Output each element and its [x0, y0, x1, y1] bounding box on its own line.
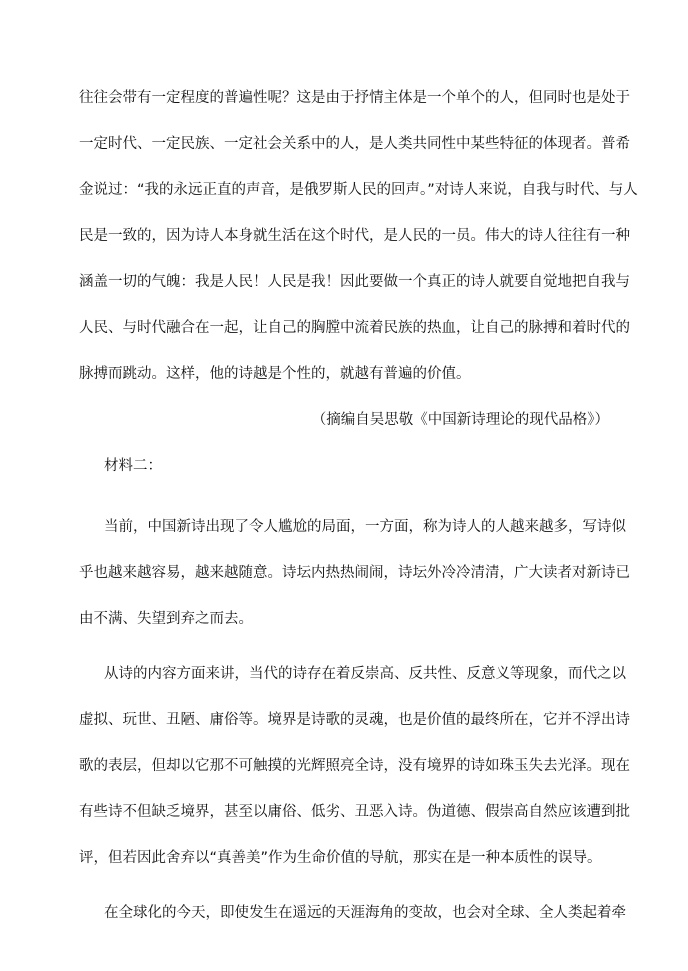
- text-line: 评，但若因此舍弃以“真善美”作为生命价值的导航，那实在是一种本质性的误导。: [79, 850, 602, 866]
- section-heading: 材料二：: [104, 458, 162, 474]
- text-line: 从诗的内容方面来讲，当代的诗存在着反崇高、反共性、反意义等现象，而代之以: [104, 666, 626, 682]
- text-line: 一定时代、一定民族、一定社会关系中的人，是人类共同性中某些特征的体现者。普希: [79, 136, 630, 152]
- text-line: 脉搏而跳动。这样，他的诗越是个性的，就越有普遍的价值。: [79, 366, 471, 382]
- text-line: 虚拟、玩世、丑陋、庸俗等。境界是诗歌的灵魂，也是价值的最终所在，它并不浮出诗: [79, 712, 630, 728]
- text-line: 涵盖一切的气魄：我是人民！人民是我！因此要做一个真正的诗人就要自觉地把自我与: [79, 274, 630, 290]
- text-line: 金说过：“我的永远正直的声音，是俄罗斯人民的回声。”对诗人来说，自我与时代、与人: [79, 182, 638, 198]
- text-line: 民是一致的，因为诗人本身就生活在这个时代，是人民的一员。伟大的诗人往往有一种: [79, 228, 630, 244]
- source-citation: （摘编自吴思敬《中国新诗理论的现代品格》）: [311, 412, 609, 428]
- text-line: 有些诗不但缺乏境界，甚至以庸俗、低劣、丑恶入诗。伪道德、假崇高自然应该遭到批: [79, 804, 630, 820]
- text-line: 往往会带有一定程度的普遍性呢？这是由于抒情主体是一个单个的人，但同时也是处于: [79, 90, 630, 106]
- text-line: 当前，中国新诗出现了令人尴尬的局面，一方面，称为诗人的人越来越多，写诗似: [104, 519, 626, 535]
- text-line: 乎也越来越容易，越来越随意。诗坛内热热闹闹，诗坛外冷冷清清，广大读者对新诗已: [79, 565, 630, 581]
- text-line: 歌的表层，但却以它那不可触摸的光辉照亮全诗，没有境界的诗如珠玉失去光泽。现在: [79, 758, 630, 774]
- text-line: 人民、与时代融合在一起，让自己的胸膛中流着民族的热血，让自己的脉搏和着时代的: [79, 320, 630, 336]
- text-line: 由不满、失望到弃之而去。: [79, 611, 253, 627]
- text-line: 在全球化的今天，即使发生在遥远的天涯海角的变故，也会对全球、全人类起着牵: [104, 905, 626, 921]
